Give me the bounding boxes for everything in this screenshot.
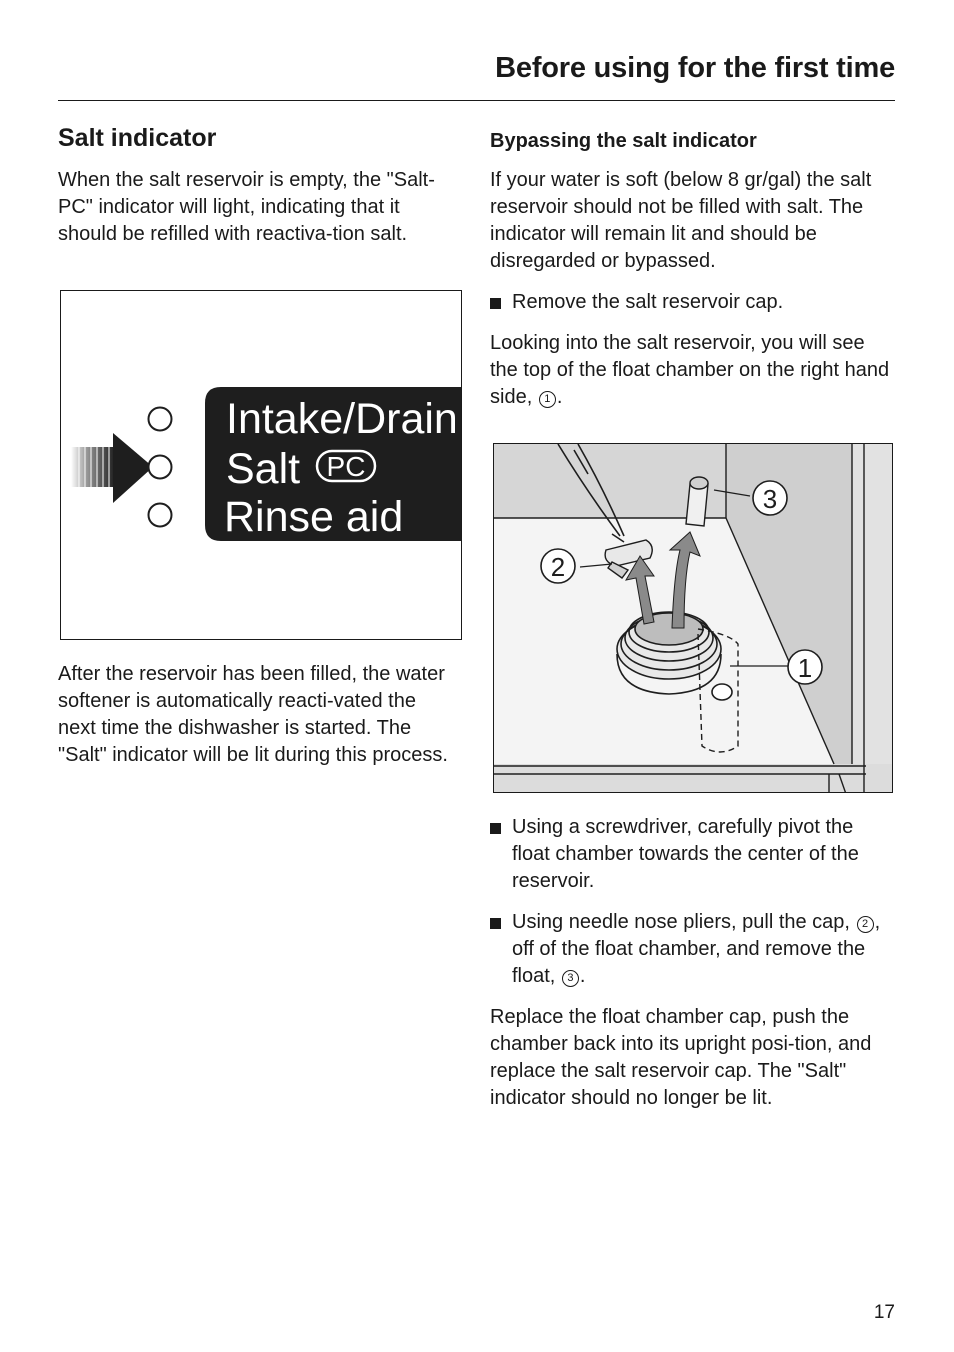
- salt-indicator-intro: When the salt reservoir is empty, the "Salt-PC" indicator will light, indicating that it should be refilled with reactiva-tion salt.: [58, 169, 435, 245]
- callout-2: [541, 549, 575, 583]
- callout-ref-2: 2: [857, 916, 874, 933]
- replace-cap-text: Replace the float chamber cap, push the chamber back into its upright posi-tion, and replace the salt reservoir cap. The "Salt" indicator should no longer be lit.: [490, 1006, 872, 1109]
- bullet-pull-cap-text-b: , off of the float chamber, and remove the float,: [512, 911, 881, 987]
- float-chamber-text-end: .: [556, 386, 563, 408]
- panel-label-intake-drain: Intake/Drain: [226, 395, 458, 443]
- indicator-light-rinse-aid: [149, 504, 172, 527]
- float-chamber-text: [490, 330, 895, 411]
- bullet-square-icon: [490, 909, 512, 990]
- pc-symbol-label: PC: [326, 451, 366, 482]
- salt-indicator-section: [58, 124, 463, 248]
- callout-3-label: 3: [762, 484, 778, 514]
- bypass-section: [490, 130, 895, 411]
- bullet-pull-cap-text-a: Using needle nose pliers, pull the cap,: [512, 911, 850, 933]
- bullet-pull-cap: [490, 909, 895, 990]
- callout-3: [753, 481, 787, 515]
- bullet-remove-cap: [490, 289, 895, 316]
- bypass-heading: Bypassing the salt indicator: [490, 130, 757, 152]
- bullet-remove-cap-text: Remove the salt reservoir cap.: [512, 291, 784, 313]
- callout-2-label: 2: [550, 552, 566, 582]
- callout-1-label: 1: [797, 653, 813, 683]
- callout-1: [788, 650, 822, 684]
- after-refill-text: After the reservoir has been filled, the water softener is automatically reacti-vated the next time the dishwasher is started. The "Salt" indicator will be lit during this process.: [58, 663, 448, 766]
- control-panel-figure: [60, 290, 462, 640]
- arrow-right-icon: [71, 433, 153, 503]
- bullet-square-icon: [490, 289, 512, 316]
- bullet-pivot-chamber-text: Using a screwdriver, carefully pivot the float chamber towards the center of the reservoir.: [512, 816, 859, 892]
- callout-ref-1: 1: [539, 391, 556, 408]
- bullet-pivot-chamber: [490, 814, 895, 895]
- bypass-intro: If your water is soft (below 8 gr/gal) the salt reservoir should not be filled with salt. The indicator will remain lit and should be disregarded or bypassed.: [490, 169, 872, 272]
- bypass-steps-section: [490, 814, 895, 1112]
- panel-label-rinse-aid: Rinse aid: [224, 493, 404, 541]
- bullet-pull-cap-text: [512, 909, 895, 990]
- control-panel-illustration: [61, 291, 462, 640]
- page-header-title: Before using for the first time: [495, 52, 895, 84]
- float-chamber-text-main: Looking into the salt reservoir, you will see the top of the float chamber on the right hand side,: [490, 332, 890, 408]
- indicator-light-salt: [149, 456, 172, 479]
- indicator-light-intake-drain: [149, 408, 172, 431]
- callout-ref-3: 3: [562, 970, 579, 987]
- float: [686, 477, 708, 526]
- panel-label-salt: Salt: [226, 445, 301, 493]
- float-chamber-figure: [493, 443, 893, 793]
- page-number: 17: [873, 1302, 895, 1323]
- salt-indicator-heading: Salt indicator: [58, 124, 217, 152]
- bullet-pull-cap-text-c: .: [579, 965, 586, 987]
- bullet-square-icon: [490, 814, 512, 895]
- header-divider: [58, 100, 895, 101]
- float-chamber-illustration: [494, 444, 893, 793]
- after-refill-section: [58, 661, 458, 769]
